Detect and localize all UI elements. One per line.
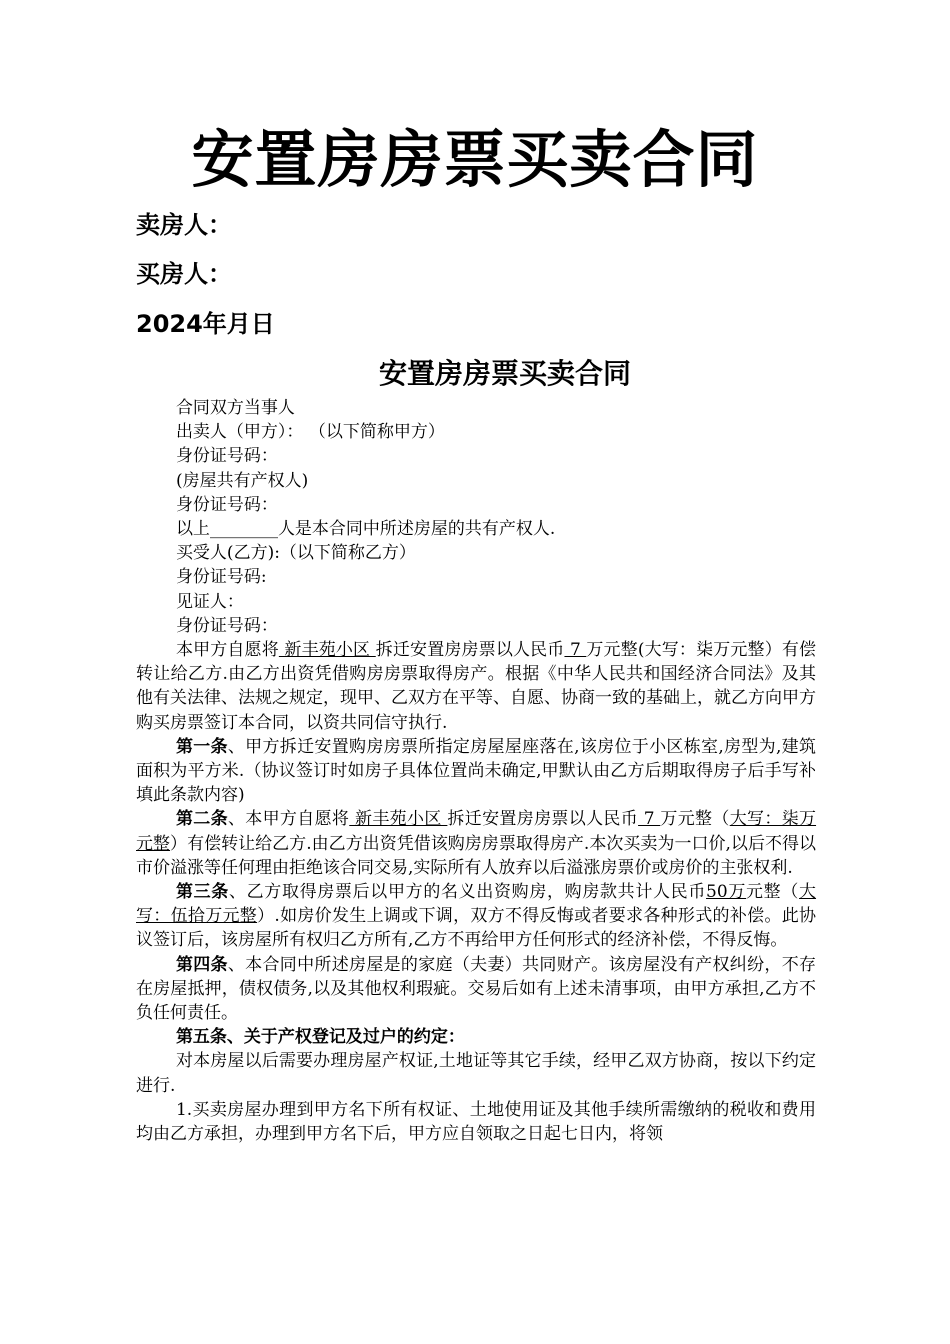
seller-line: 出卖人（甲方）： （以下简称甲方） — [175, 422, 445, 443]
article-3-text-3: ）.如房价发生上调或下调，双方不得反悔或者要求各种形式的补偿。此协议签订后，该房屋所有权归乙方所有,乙方不再给甲方任何形式的经济补偿，不得反悔。 — [136, 906, 817, 951]
buyer-label: 买房人： — [136, 260, 232, 288]
buyer-line: 买受人(乙方):（以下简称乙方） — [175, 543, 416, 564]
co-owner-blank: ________ — [209, 519, 278, 540]
article-1-heading: 第一条 — [175, 736, 228, 757]
intro-text-3: 万元整(大写：柒万元整）有偿转让给乙方.由乙方出资凭借购房房票取得房产。根据《中华人民共和国经济合同法》及其他有关法律、法规之规定，现甲、乙双方在平等、自愿、协商一致的基础上，就乙方向甲方购买房票签订本合同，以资共同信守执行. — [136, 640, 817, 733]
article-5-item-1: 1.买卖房屋办理到甲方名下所有权证、土地使用证及其他手续所需缴纳的税收和费用均由乙方承担，办理到甲方名下后，甲方应自领取之日起七日内，将领 — [136, 1099, 816, 1145]
article-4-heading: 第四条 — [175, 954, 228, 975]
co-owner-suffix: 人是本合同中所述房屋的共有产权人. — [277, 519, 556, 540]
article-4 — [136, 953, 816, 1026]
seller-id-label: 身份证号码： — [175, 446, 278, 467]
article-3-amount: 50万 — [706, 882, 747, 903]
co-owner-statement — [136, 517, 816, 541]
article-2-heading: 第二条 — [175, 809, 228, 830]
article-5-heading-line — [136, 1025, 816, 1049]
article-1 — [136, 735, 816, 808]
contract-title: 安置房房票买卖合同 — [378, 357, 631, 390]
article-3-amount-words: 大写：伍拾万元整 — [136, 882, 817, 927]
witness-label: 见证人： — [175, 591, 244, 612]
article-3-text-2: 元整（ — [746, 882, 800, 903]
contract-body — [136, 396, 816, 1146]
article-3-text-1: 、乙方取得房票后以甲方的名义出资购房，购房款共计人民币 — [228, 882, 707, 903]
article-2-text-4: ）有偿转让给乙方.由乙方出资凭借该购房房票取得房产.本次买卖为一口价,以后不得以市价溢涨等任何理由拒绝该合同交易,实际所有人放弃以后溢涨房票价或房价的主张权利. — [136, 833, 816, 878]
cover-date: 2024年月日 — [136, 310, 275, 338]
cover-title: 安置房房票买卖合同 — [191, 123, 759, 196]
article-4-text: 、本合同中所述房屋是的家庭（夫妻）共同财产。该房屋没有产权纠纷，不存在房屋抵押，债权债务,以及其他权利瑕疵。交易后如有上述未清事项，由甲方承担,乙方不负任何责任。 — [136, 954, 816, 1024]
intro-amount: 7 — [564, 640, 587, 661]
article-3-heading: 第三条 — [175, 882, 229, 903]
intro-paragraph — [136, 638, 816, 735]
article-1-text: 、甲方拆迁安置购房房票所指定房屋屋座落在,该房位于小区栋室,房型为,建筑面积为平方米.（协议签订时如房子具体位置尚未确定,甲默认由乙方后期取得房子后手写补填此条款内容) — [136, 736, 816, 806]
article-2-text-2: 拆迁安置房房票以人民币 — [447, 809, 639, 830]
article-2 — [136, 807, 816, 880]
intro-community: 新丰苑小区 — [278, 640, 376, 661]
article-2-amount-words: 大写：柒万元整 — [136, 809, 817, 854]
article-2-text-1: 、本甲方自愿将 — [227, 809, 350, 830]
intro-text-1: 本甲方自愿将 — [175, 640, 279, 661]
co-owner-prefix: 以上 — [175, 519, 210, 540]
article-3 — [136, 880, 816, 953]
article-2-text-3: 万元整（ — [660, 809, 730, 830]
witness-id-label: 身份证号码： — [175, 615, 278, 636]
seller-label: 卖房人： — [136, 211, 232, 239]
article-2-community: 新丰苑小区 — [349, 809, 448, 830]
article-2-amount: 7 — [638, 809, 661, 830]
article-5-text: 对本房屋以后需要办理房屋产权证,土地证等其它手续，经甲乙双方协商，按以下约定进行. — [136, 1051, 816, 1096]
co-owner-id-label: 身份证号码： — [175, 494, 278, 515]
buyer-id-label: 身份证号码: — [175, 567, 267, 588]
parties-heading: 合同双方当事人 — [175, 398, 295, 418]
article-5-heading: 第五条、关于产权登记及过户的约定： — [175, 1027, 465, 1048]
co-owner-line: (房屋共有产权人) — [175, 470, 309, 491]
intro-text-2: 拆迁安置房房票以人民币 — [375, 640, 565, 661]
